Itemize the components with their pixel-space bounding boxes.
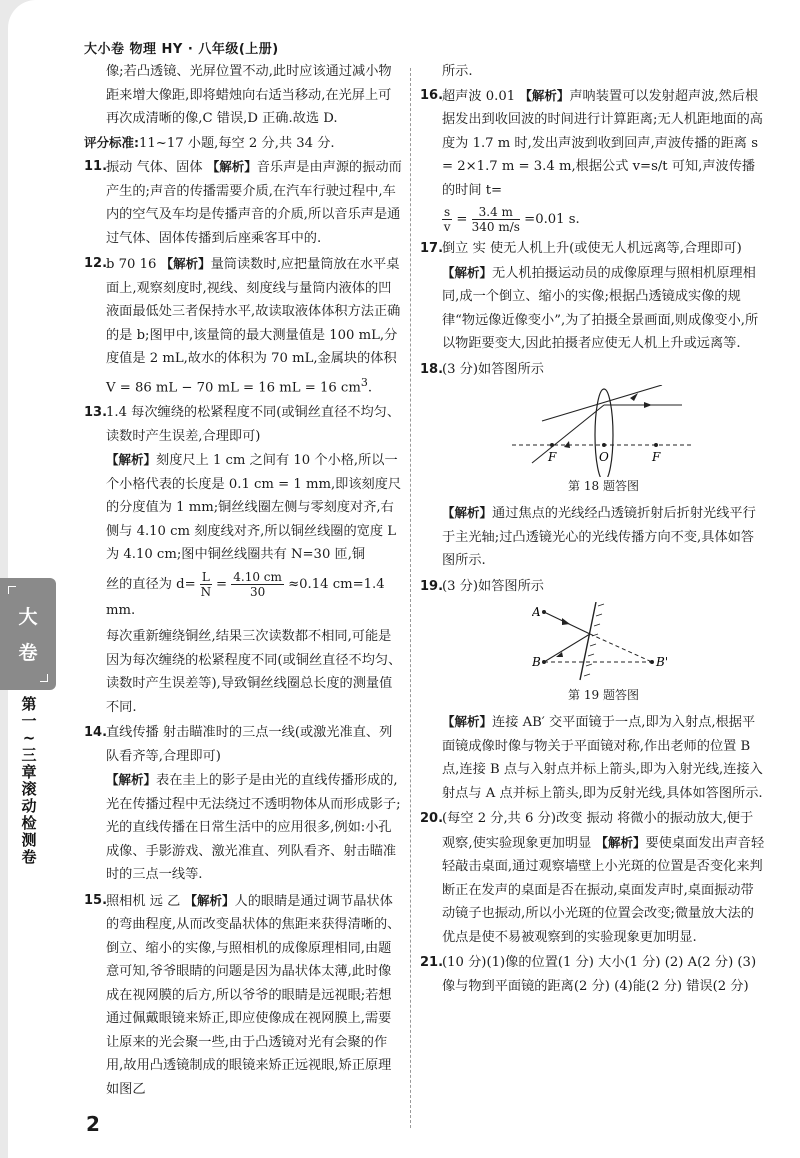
plane-mirror <box>580 602 596 680</box>
q12-answer: b 70 16 <box>106 257 161 272</box>
q12-analysis-tag: 【解析】 <box>160 256 211 271</box>
scoring-standard <box>84 131 402 156</box>
q18-lens-diagram <box>512 385 692 477</box>
q20-analysis-tag: 【解析】 <box>595 834 646 850</box>
q15-analysis-tag: 【解析】 <box>184 892 235 908</box>
q13-analysis-tag: 【解析】 <box>106 452 157 468</box>
q13-analysis-1: 刻度尺上 1 cm 之间有 10 个小格,所以一个小格代表的长度是 0.1 cm = 1 mm,即该刻度尺的分度值为 1 mm;铜丝线圈左侧与零刻度对齐,右侧与 4.10 cm 刻度线对齐,所以铜丝线圈的宽度 L 为 4.10 cm;图中铜丝线圈共有 N=30 匝,铜 <box>106 453 402 563</box>
q18-number: 18. <box>420 361 444 377</box>
q18-analysis-tag: 【解析】 <box>442 505 493 520</box>
section-tab <box>0 578 56 690</box>
question-21 <box>420 951 765 998</box>
q14-number: 14. <box>84 725 108 741</box>
q12-end: . <box>367 379 373 395</box>
question-11 <box>84 155 402 250</box>
q14-analysis: 表在圭上的影子是由光的直线传播形成的,光在传播过程中无法绕过不透明物体从而形成影子;光的直线传播在日常生活中的应用很多,例如:小孔成像、手影游戏、激光准直、列队看齐、射击瞄准时的三点一线等. <box>106 773 401 883</box>
page-header: 大小卷 物理 HY · 八年级(上册) <box>84 42 279 57</box>
section-tab-char-1: 大 <box>18 606 38 628</box>
q21-answer: (10 分)(1)像的位置(1 分) 大小(1 分) (2) A(2 分) (3)像与物到平面镜的距离(2 分) (4)能(2 分) 错误(2 分) <box>442 955 757 994</box>
q14-analysis-tag: 【解析】 <box>106 772 157 788</box>
question-16 <box>420 84 765 235</box>
q18-caption: 第 18 题答图 <box>568 479 639 493</box>
ray-arrow-1 <box>644 402 652 408</box>
left-column <box>84 60 402 1103</box>
q11-number: 11. <box>84 159 108 174</box>
svg-text:B: B <box>532 655 541 669</box>
q13-number: 13. <box>84 405 108 421</box>
q12-analysis: 量筒读数时,应把量筒放在水平桌面上,观察刻度时,视线、刻度线与量筒内液体的凹液面最低处三者保持水平,故读取液体体积方法正确的是 b;图甲中,该量筒的最大测量值是 100 mL,分度值是 2 mL,故水的体积为 70 mL,金属块的体积 V = 86 mL − 70 mL = 16 mL = 16 cm <box>106 257 401 395</box>
column-divider <box>410 68 411 1128</box>
q19-analysis-tag: 【解析】 <box>442 714 493 729</box>
q17-answer: 倒立 实 使无人机上升(或使无人机远离等,合理即可) <box>442 241 742 256</box>
q13-formula-line: 丝的直径为 d= $\frac{L}{N}$ = $\frac{4.10 cm}{30}$ ≈0.14 cm=1.4 mm. <box>106 569 385 618</box>
q17-analysis: 无人机拍摄运动员的成像原理与照相机原理相同,成一个倒立、缩小的实像;根据凸透镜成实像的规律“物远像近像变小”,为了拍摄全景画面,则成像变小,所以物距要变大,因此拍摄者应使无人机上升或远离等. <box>442 265 759 351</box>
q16-analysis: 声呐装置可以发射超声波,然后根据发出到收回波的时间进行计算距离;无人机距地面的高度为 1.7 m 时,发出声波到收到回声,声波传播的距离 s = 2×1.7 m = 3.4 m,根据公式 v=s/t 可知,声波传播的时间 t= <box>442 88 763 198</box>
q15-answer: 照相机 远 乙 <box>106 893 185 909</box>
question-18 <box>420 358 765 573</box>
focus-right-point <box>654 443 658 447</box>
q12-number: 12. <box>84 256 108 271</box>
q13-fraction-2: $\frac{4.10 cm}{30}$ <box>233 569 282 599</box>
q15-continued: 所示. <box>442 64 473 79</box>
virtual-ray <box>590 634 652 662</box>
q16-formula-line: $\frac{s}{v}$ = $\frac{3.4 m}{340 m/s}$ =0.01 s. <box>443 205 580 234</box>
q13-answer: 1.4 每次缠绕的松紧程度不同(或铜丝直径不均匀、读数时产生误差,合理即可) <box>106 405 401 444</box>
svg-text:F: F <box>548 450 557 464</box>
question-15 <box>84 889 402 1102</box>
q13-analysis-2: 每次重新缠绕铜丝,结果三次读数都不相同,可能是因为每次缠绕的松紧程度不同(或铜丝直径不均匀、读数时产生误差等),导致铜丝线圈总长度的测量值不同. <box>106 629 402 715</box>
q20-answer: (每空 2 分,共 6 分)改变 振动 将微小的振动放大,便于观察,使实验现象更加明显 <box>442 811 754 851</box>
page-number: 2 <box>86 1112 100 1136</box>
svg-text:B': B' <box>656 655 669 669</box>
q20-number: 20. <box>420 811 444 826</box>
q17-analysis-tag: 【解析】 <box>442 264 493 280</box>
question-13 <box>84 401 402 719</box>
q16-number: 16. <box>420 87 444 103</box>
focus-left-point <box>550 443 554 447</box>
q11-answer: 振动 气体、固体 <box>106 160 207 175</box>
question-12 <box>84 252 402 399</box>
q15-number: 15. <box>84 892 108 908</box>
q12-superscript: 3 <box>360 375 368 389</box>
q16-answer: 超声波 0.01 <box>442 88 520 104</box>
question-19 <box>420 575 765 806</box>
q10-continued: 像;若凸透镜、光屏位置不动,此时应该通过减小物距来增大像距,即将蜡烛向右适当移动,在光屏上可再次成清晰的像,C 错误,D 正确.故选 D. <box>106 64 392 126</box>
q18-answer: (3 分)如答图所示 <box>442 361 544 377</box>
q16-fraction-1: $\frac{s}{v}$ <box>443 205 451 234</box>
q19-answer: (3 分)如答图所示 <box>442 578 544 594</box>
question-20 <box>420 807 765 949</box>
reflected-ray <box>544 634 590 662</box>
q15-analysis: 人的眼睛是通过调节晶状体的弯曲程度,从而改变晶状体的焦距来获得清晰的、倒立、缩小的实像,与照相机的成像原理相同,由题意可知,爷爷眼睛的问题是因为晶状体太薄,此时像成在视网膜的后方,所以爷爷的眼睛是远视眼;若想通过佩戴眼镜来矫正,即应使像成在视网膜上,需要让原来的光会聚一些,由于凸透镜对光有会聚的作用,故用凸透镜制成的眼镜来矫正远视眼,矫正原理如图乙 <box>106 893 401 1097</box>
q19-caption: 第 19 题答图 <box>568 688 639 702</box>
q13-fraction-1: $\frac{L}{N}$ <box>200 569 212 599</box>
q11-analysis: 音乐声是由声源的振动而产生的;声音的传播需要介质,在汽车行驶过程中,车内的空气及车均是传播声音的介质,所以音乐声是通过气体、固体传播到后座乘客耳中的. <box>106 160 402 246</box>
q19-number: 19. <box>420 578 444 594</box>
q19-analysis: 连接 AB′ 交平面镜于一点,即为入射点,根据平面镜成像时像与物关于平面镜对称,作出老师的位置 B 点,连接 B 点与入射点并标上箭头,即为入射光线,连接入射点与 A 点并标上箭头,即为反射光线,具体如答图所示. <box>442 715 763 801</box>
svg-text:F: F <box>652 450 661 464</box>
q16-fraction-2: $\frac{3.4 m}{340 m/s}$ <box>471 205 520 234</box>
svg-text:A: A <box>532 605 541 619</box>
question-17 <box>420 237 765 356</box>
q17-number: 17. <box>420 241 444 256</box>
q16-analysis-tag: 【解析】 <box>519 87 570 103</box>
svg-text:O: O <box>599 450 609 464</box>
q19-mirror-diagram <box>532 602 682 686</box>
scoring-text: 11~17 小题,每空 2 分,共 34 分. <box>139 135 335 151</box>
right-column <box>420 60 765 1000</box>
q11-analysis-tag: 【解析】 <box>206 159 257 174</box>
section-tab-char-2: 卷 <box>18 642 38 664</box>
side-vertical-title: 第一~三章滚动检测卷 <box>21 695 37 866</box>
q18-analysis: 通过焦点的光线经凸透镜折射后折射光线平行于主光轴;过凸透镜光心的光线传播方向不变,具体如答图所示. <box>442 506 756 568</box>
q14-answer: 直线传播 射击瞄准时的三点一线(或激光准直、列队看齐等,合理即可) <box>106 725 393 764</box>
optical-center-point <box>602 443 606 447</box>
question-14 <box>84 721 402 887</box>
q20-analysis: 要使桌面发出声音轻轻敲击桌面,通过观察墙壁上小光斑的位置是否变化来判断正在发声的桌面是否在振动,桌面发声时,桌面振动带动镜子也振动,所以小光斑的位置会改变;微量放大法的优点是使不易被观察到的实验现象更加明显. <box>442 835 765 945</box>
incident-arrow <box>562 618 570 625</box>
q21-number: 21. <box>420 955 444 970</box>
answer-page <box>8 0 800 1158</box>
scoring-label: 评分标准: <box>84 134 139 150</box>
